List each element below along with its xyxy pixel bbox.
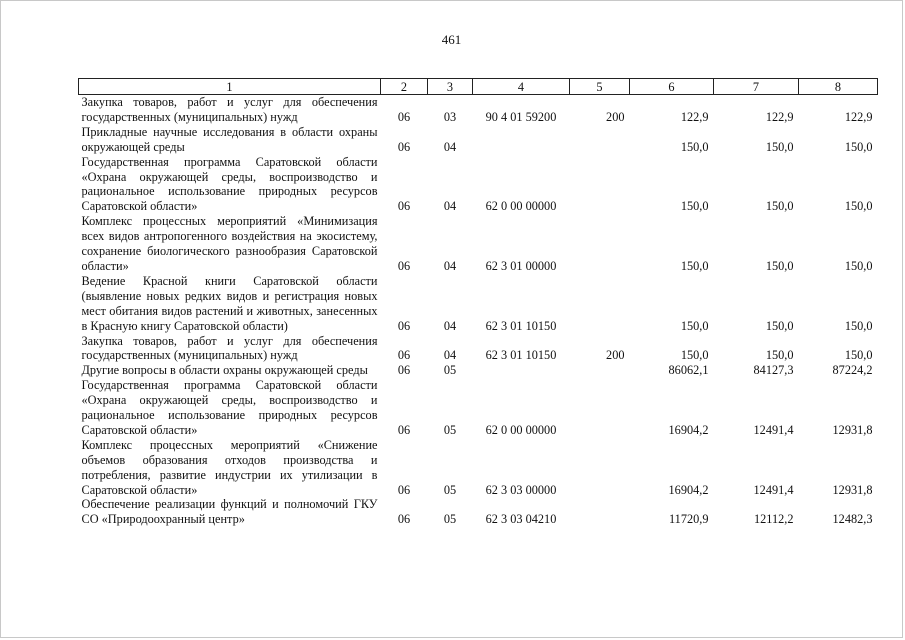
- row-subsection: 05: [443, 512, 457, 527]
- row-target-article: 90 4 01 59200: [485, 109, 557, 124]
- column-header: 5: [570, 79, 630, 95]
- row-value-col8: 122,9: [844, 109, 873, 124]
- row-value-col7: 12491,4: [753, 482, 794, 497]
- row-section: 06: [397, 482, 411, 497]
- row-section: 06: [397, 512, 411, 527]
- column-header: 3: [428, 79, 473, 95]
- row-name: Обеспечение реализации функций и полномочий ГКУ СО «Природоохранный центр»: [81, 497, 378, 527]
- row-expense-type: [570, 497, 630, 527]
- row-value-col8: 150,0: [844, 139, 873, 154]
- row-name: Закупка товаров, работ и услуг для обеспечения государственных (муниципальных) нужд: [81, 95, 378, 124]
- row-section: 06: [397, 199, 411, 214]
- row-value-col7: 150,0: [765, 139, 794, 154]
- row-value-col6: 150,0: [680, 139, 709, 154]
- row-target-article: 62 0 00 00000: [485, 422, 557, 437]
- row-expense-type: [570, 438, 630, 498]
- row-expense-type: [570, 125, 630, 155]
- column-header: 2: [381, 79, 428, 95]
- row-target-article: 62 3 01 10150: [485, 318, 557, 333]
- row-name: Государственная программа Саратовской области «Охрана окружающей среды, воспроизводство и рациональное использование природных ресурсов Саратовской области»: [81, 154, 378, 214]
- row-target-article: 62 3 03 04210: [485, 512, 557, 527]
- row-subsection: 05: [443, 422, 457, 437]
- row-value-col8: 150,0: [844, 199, 873, 214]
- row-name: Прикладные научные исследования в области охраны окружающей среды: [81, 124, 378, 154]
- row-subsection: 05: [443, 482, 457, 497]
- row-value-col7: 150,0: [765, 199, 794, 214]
- table-header-row: [79, 79, 878, 95]
- table-row: [79, 125, 878, 155]
- row-target-article: 62 3 01 10150: [485, 348, 557, 363]
- row-value-col6: 11720,9: [668, 512, 709, 527]
- row-name: Другие вопросы в области охраны окружающей среды: [81, 363, 368, 378]
- row-value-col7: 150,0: [765, 348, 794, 363]
- row-value-col6: 122,9: [680, 109, 709, 124]
- table-row: [79, 155, 878, 215]
- row-value-col7: 84127,3: [753, 363, 794, 378]
- row-section: 06: [397, 258, 411, 273]
- row-value-col6: 150,0: [680, 258, 709, 273]
- row-value-col6: 16904,2: [668, 482, 709, 497]
- row-value-col7: 12112,2: [753, 512, 794, 527]
- row-target-article: 62 3 03 00000: [485, 482, 557, 497]
- row-value-col8: 150,0: [844, 348, 873, 363]
- column-header: 6: [630, 79, 714, 95]
- table-row: [79, 438, 878, 498]
- row-name: Комплекс процессных мероприятий «Снижение объемов образования отходов производства и потребления, развитие индустрии их утилизации в Саратовской области»: [81, 437, 378, 497]
- column-header: 8: [799, 79, 878, 95]
- row-value-col7: 150,0: [765, 318, 794, 333]
- row-section: 06: [397, 139, 411, 154]
- row-value-col8: 12931,8: [832, 482, 873, 497]
- row-value-col8: 12931,8: [832, 422, 873, 437]
- row-section: 06: [397, 363, 411, 378]
- table-row: [79, 274, 878, 334]
- row-subsection: 04: [443, 348, 457, 363]
- row-section: 06: [397, 109, 411, 124]
- row-value-col6: 16904,2: [668, 422, 709, 437]
- row-target-article: [473, 363, 570, 378]
- row-value-col6: 150,0: [680, 199, 709, 214]
- row-value-col8: 150,0: [844, 318, 873, 333]
- row-target-article: [473, 125, 570, 155]
- budget-table: [78, 78, 878, 527]
- row-value-col7: 150,0: [765, 258, 794, 273]
- row-value-col6: 150,0: [680, 318, 709, 333]
- row-subsection: 04: [443, 139, 457, 154]
- row-value-col8: 150,0: [844, 258, 873, 273]
- row-expense-type: 200: [606, 109, 625, 124]
- row-expense-type: [570, 155, 630, 215]
- row-expense-type: [570, 274, 630, 334]
- column-header: 1: [79, 79, 381, 95]
- page-number: 461: [441, 32, 462, 47]
- row-name: Государственная программа Саратовской области «Охрана окружающей среды, воспроизводство и рациональное использование природных ресурсов Саратовской области»: [81, 378, 378, 437]
- row-section: 06: [397, 348, 411, 363]
- table-row: [79, 334, 878, 364]
- row-name: Ведение Красной книги Саратовской области (выявление новых редких видов и регистрация новых мест обитания видов растений и животных, занесенных в Красную книгу Саратовской области): [81, 273, 378, 333]
- table-row: [79, 363, 878, 378]
- table-row: [79, 95, 878, 125]
- row-expense-type: [570, 214, 630, 274]
- row-subsection: 05: [443, 363, 457, 378]
- row-subsection: 04: [443, 258, 457, 273]
- row-subsection: 03: [443, 109, 457, 124]
- row-section: 06: [397, 318, 411, 333]
- row-target-article: 62 0 00 00000: [485, 199, 557, 214]
- row-value-col7: 12491,4: [753, 422, 794, 437]
- row-expense-type: [570, 378, 630, 438]
- row-value-col6: 150,0: [680, 348, 709, 363]
- row-name: Закупка товаров, работ и услуг для обеспечения государственных (муниципальных) нужд: [81, 333, 378, 363]
- row-name: Комплекс процессных мероприятий «Минимизация всех видов антропогенного воздействия на экосистему, сохранение биологического разнообразия Саратовской области»: [81, 214, 378, 273]
- column-header: 7: [714, 79, 799, 95]
- row-subsection: 04: [443, 318, 457, 333]
- row-subsection: 04: [443, 199, 457, 214]
- row-expense-type: 200: [606, 348, 625, 363]
- table-row: [79, 214, 878, 274]
- row-value-col7: 122,9: [765, 109, 794, 124]
- column-header: 4: [473, 79, 570, 95]
- row-expense-type: [570, 363, 630, 378]
- row-value-col6: 86062,1: [668, 363, 709, 378]
- table-row: [79, 378, 878, 438]
- row-target-article: 62 3 01 00000: [485, 258, 557, 273]
- row-section: 06: [397, 422, 411, 437]
- row-value-col8: 12482,3: [832, 512, 873, 527]
- table-row: [79, 497, 878, 527]
- row-value-col8: 87224,2: [832, 363, 873, 378]
